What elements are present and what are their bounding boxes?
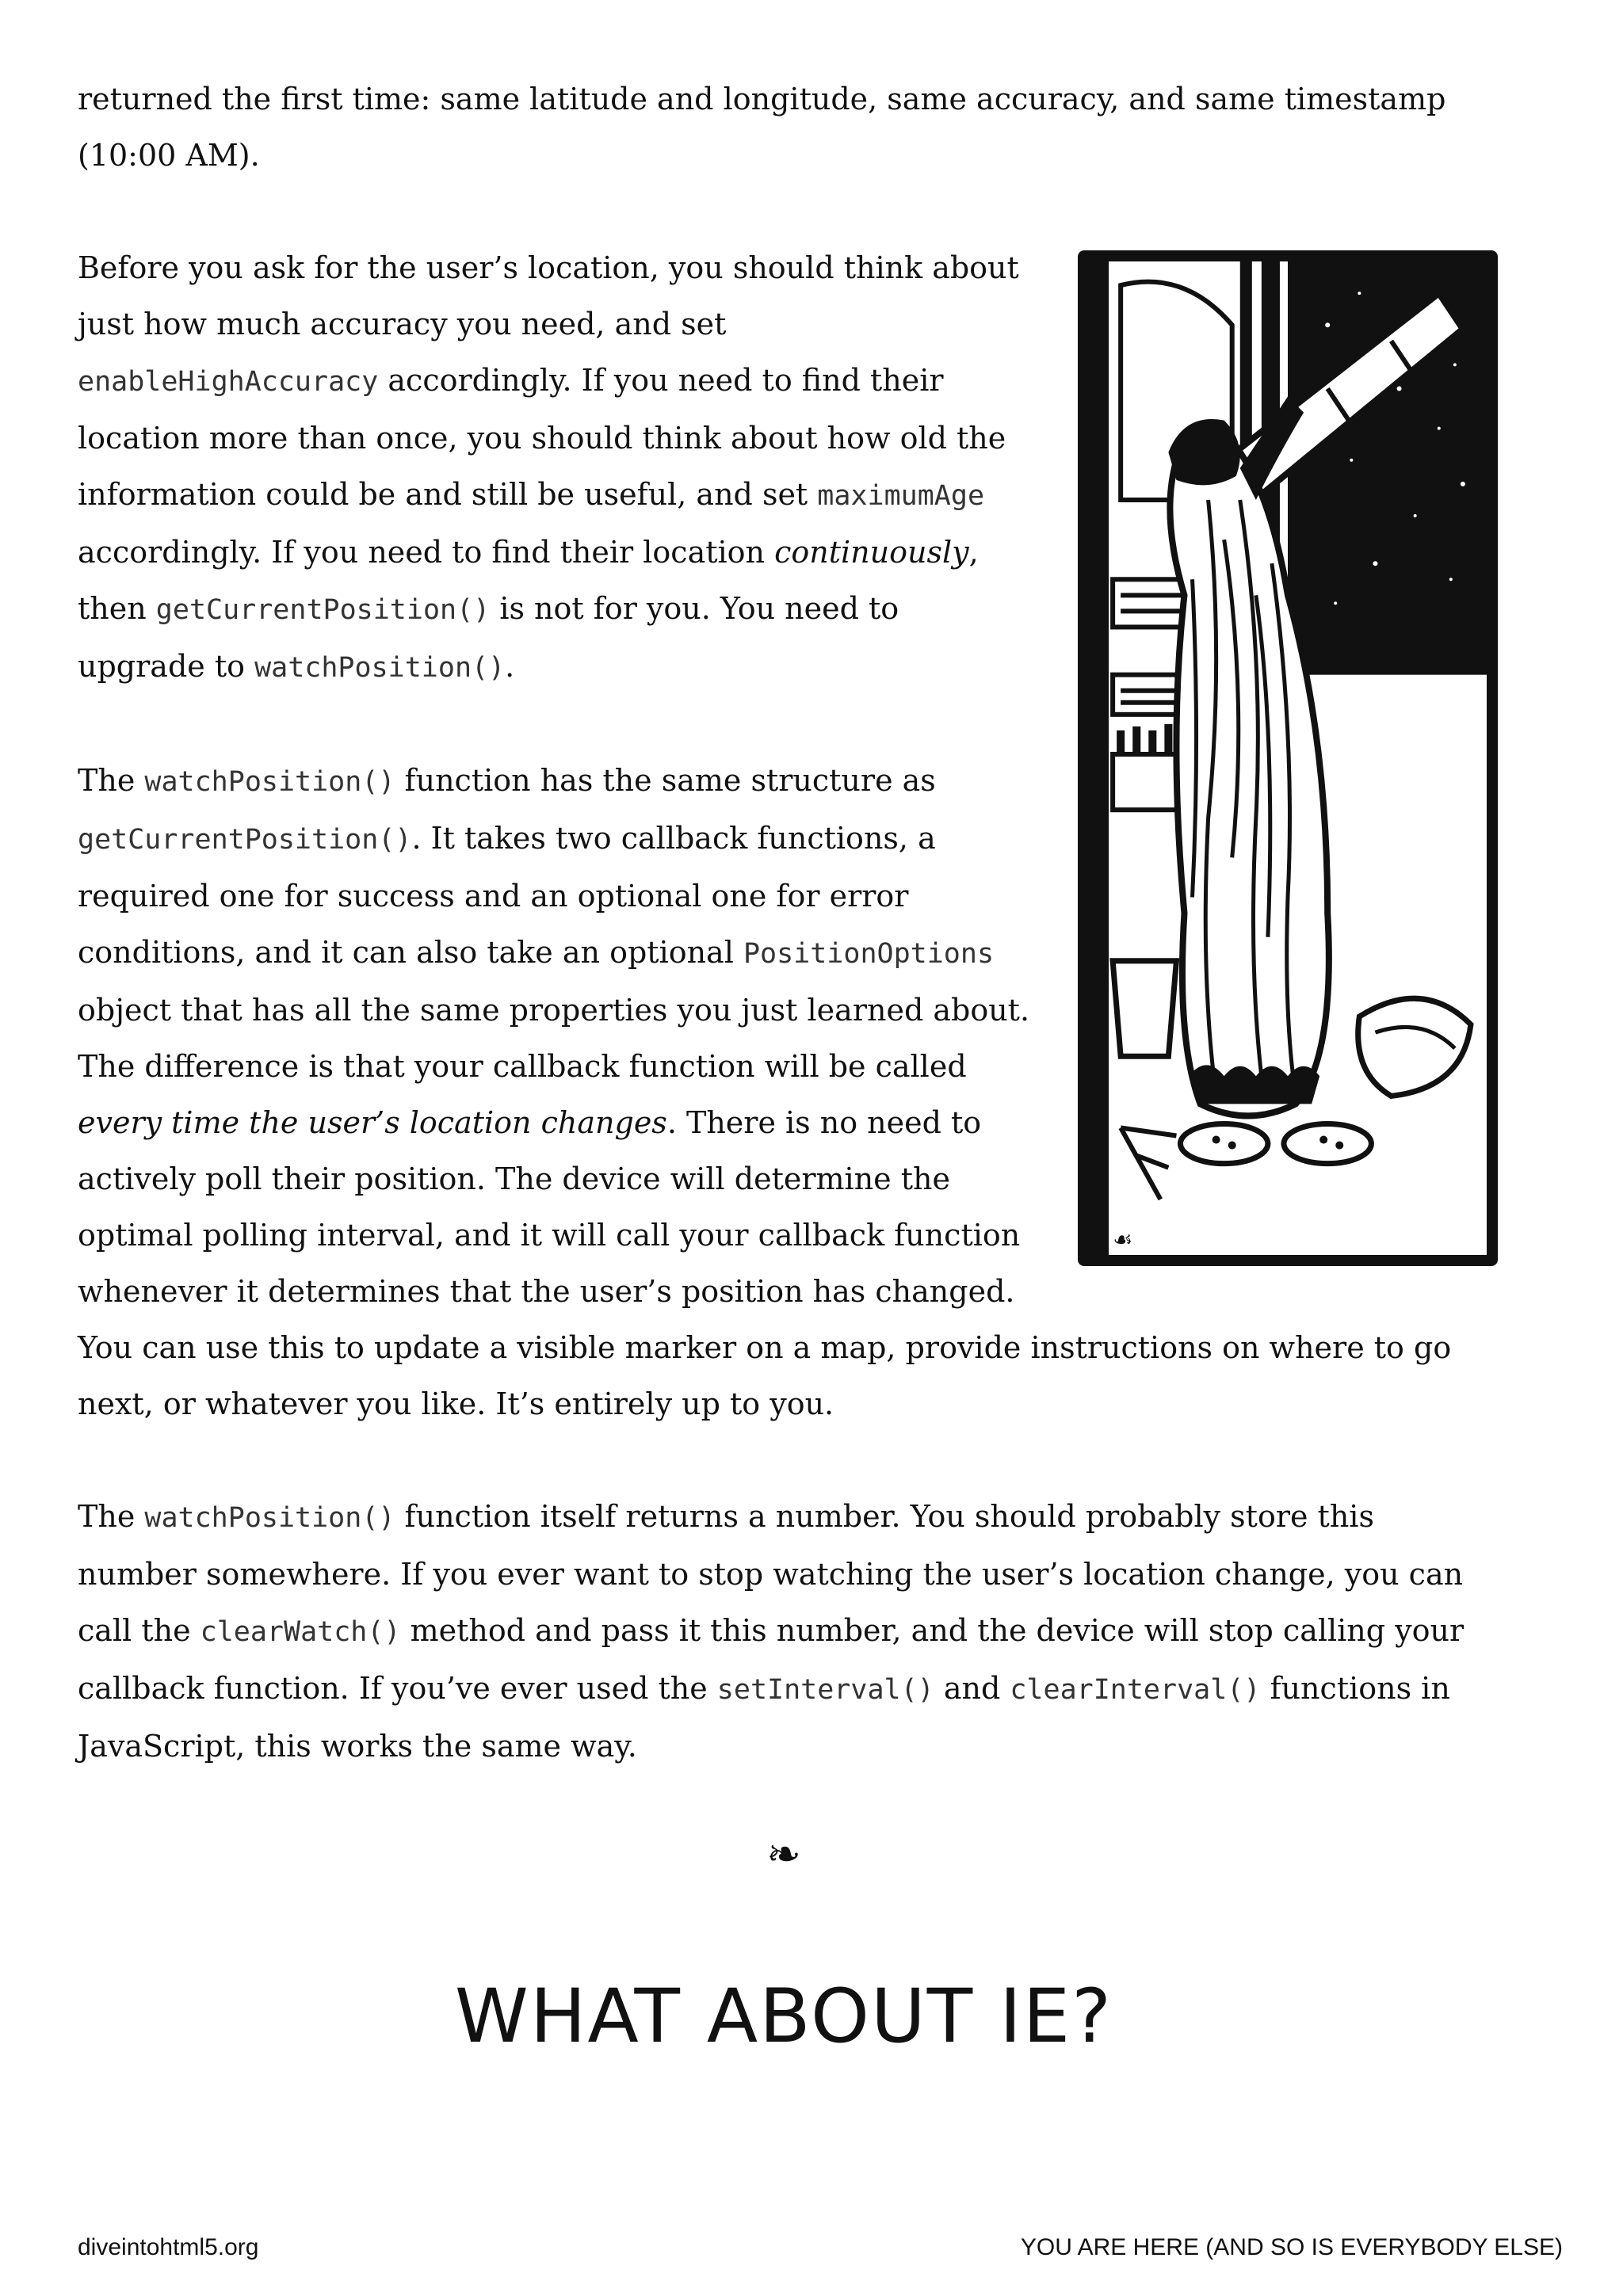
text: functions in JavaScript, this works the same way. [78,1671,1450,1764]
paragraph-4 [78,1489,1490,1775]
text: method and pass it this number, and the device will stop calling your callback function. If you’ve ever used the [78,1613,1465,1706]
text: function itself returns a number. You should probably store this number somewhere. If you ever want to stop watching the user’s location change, you can call the [78,1499,1464,1648]
text: object that has all the same properties you just learned about. The difference is that your callback function will be called [78,993,1030,1084]
code-watch-position: watchPosition() [144,766,395,798]
text: function has the same structure as [395,763,936,798]
text: accordingly. If you need to find their location [78,535,775,570]
code-clear-watch: clearWatch() [200,1616,401,1648]
text: . [505,649,515,684]
code-get-current-position: getCurrentPosition() [155,594,491,626]
text: . It takes two callback functions, a required one for success and an optional one for error conditions, and it can also take an optional [78,821,936,970]
code-position-options: PositionOptions [743,938,995,970]
emphasis: every time the user’s location changes [78,1105,667,1140]
illustration-svg [1089,261,1487,1255]
text: and [934,1671,1010,1706]
text: Before you ask for the user’s location, you should think about just how much accuracy you need, and set [78,250,1019,341]
text: returned the first time: same latitude and longitude, same accuracy, and same timestamp (10:00 AM). [78,82,1446,173]
page-content [78,71,1490,2060]
code-get-current-position: getCurrentPosition() [78,824,412,856]
text: accordingly. If you need to find their location more than once, you should think about how old the information could be and still be useful, and set [78,363,1006,512]
code-watch-position: watchPosition() [254,652,506,684]
paragraph-1 [78,71,1490,184]
text: The [78,763,145,798]
text: The [78,1499,145,1534]
code-enable-high-accuracy: enableHighAccuracy [78,366,379,398]
code-watch-position: watchPosition() [144,1502,395,1534]
text: . There is no need to actively poll their position. The device will determine the optimal polling interval, and it will call your callback function whenever it determines that the user’s position has changed. You can use this to update a visible marker on a map, provide instructions on where to go next, or whatever you like. It’s entirely up to you. [78,1105,1452,1421]
text: is not for you. You need to upgrade to [78,591,899,684]
code-set-interval: setInterval() [716,1674,934,1706]
footer-site-name: diveintohtml5.org [78,2234,259,2260]
footer-chapter-title: YOU ARE HERE (AND SO IS EVERYBODY ELSE) [1020,2234,1563,2260]
astronomer-telescope-illustration [1078,250,1498,1266]
section-heading: WHAT ABOUT IE? [454,1974,1113,2060]
fleuron-ornament-icon: ❧ [766,1831,801,1878]
svg-text:☙: ☙ [1113,1226,1133,1253]
emphasis: continuously [774,535,969,570]
code-maximum-age: maximumAge [817,480,985,512]
text: , then [78,535,979,626]
code-clear-interval: clearInterval() [1010,1674,1261,1706]
